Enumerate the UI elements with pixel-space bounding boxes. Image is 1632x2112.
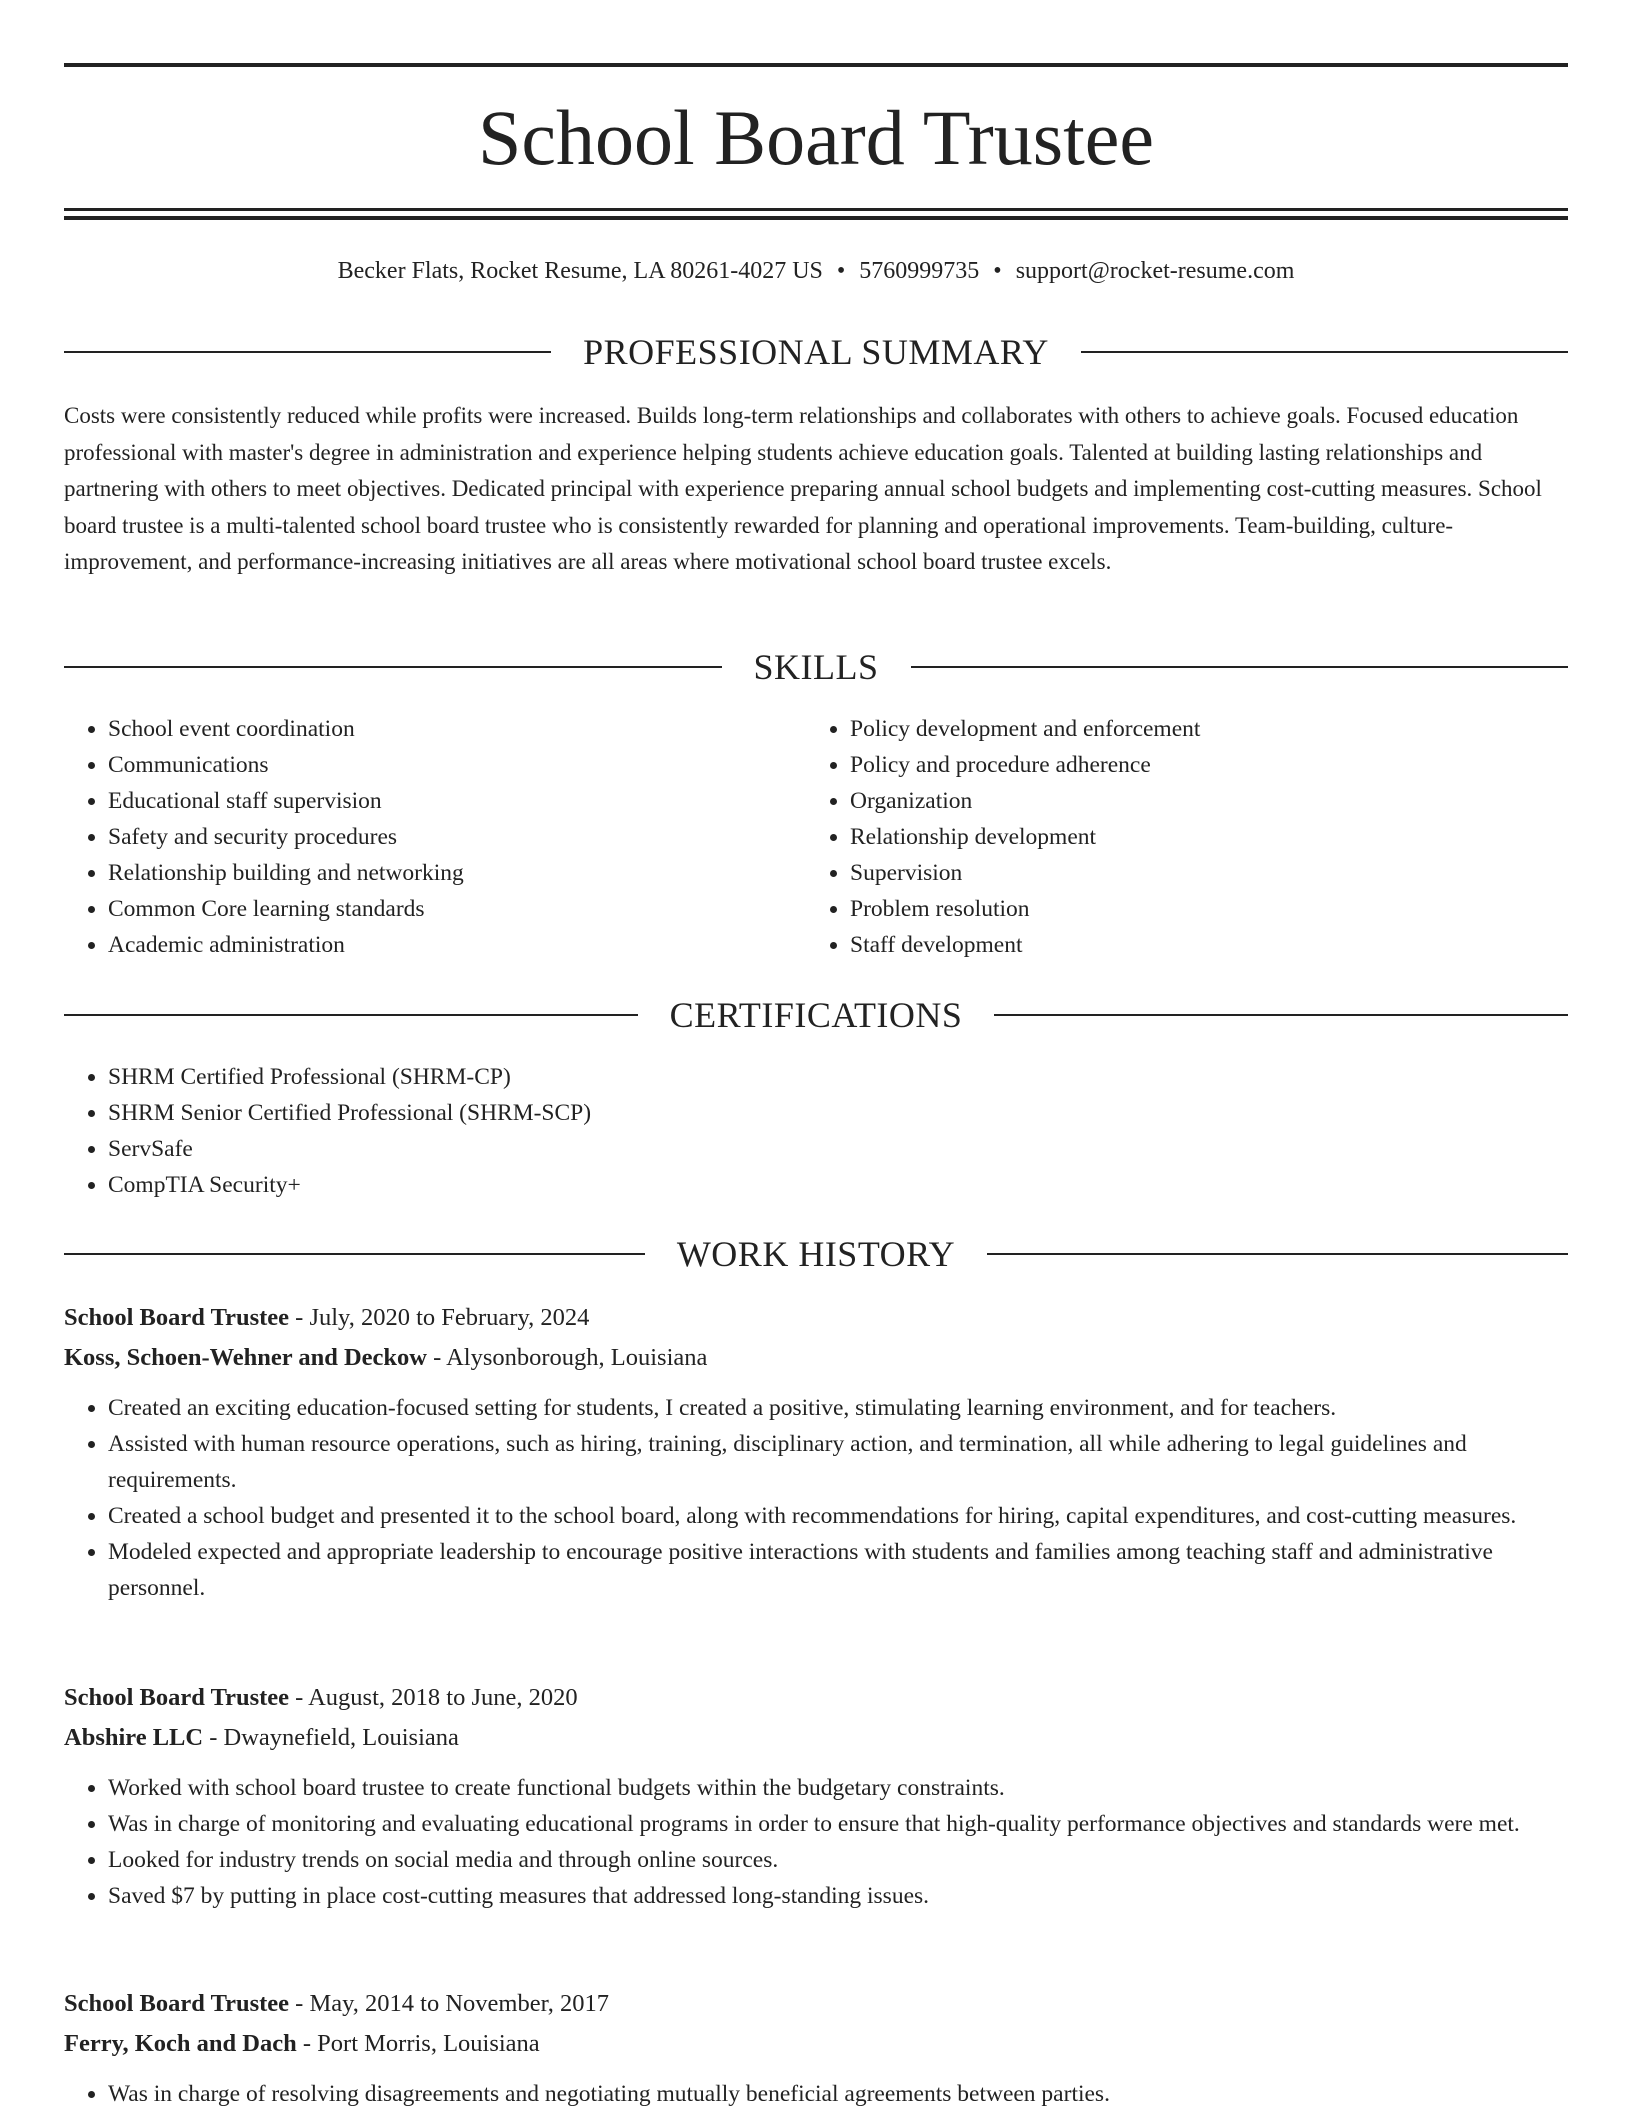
work-history-heading [64, 1232, 1568, 1276]
skills-column-left [64, 711, 784, 963]
contact-separator: • [993, 258, 1002, 284]
skills-column-right [806, 711, 1566, 963]
contact-address: Becker Flats, Rocket Resume, LA 80261-4027 US [337, 258, 823, 284]
certification-item: • SHRM Senior Certified Professional (SHRM-SCP) [108, 1095, 1568, 1131]
skill-item: • Safety and security procedures [108, 819, 784, 855]
skill-item: • Policy development and enforcement [850, 711, 1566, 747]
header-rule-upper [64, 208, 1568, 211]
skill-item: • Relationship building and networking [108, 855, 784, 891]
certification-item: • ServSafe [108, 1131, 1568, 1167]
heading-rule-left [64, 1014, 638, 1016]
job-company: Abshire LLC [64, 1724, 204, 1751]
job-bullet: • Saved $7 by putting in place cost-cutting measures that addressed long-standing issues. [108, 1878, 1568, 1914]
heading-rule-right [1081, 351, 1568, 353]
skills-heading [64, 645, 1568, 689]
skill-item: • Policy and procedure adherence [850, 747, 1566, 783]
skill-item: • Staff development [850, 927, 1566, 963]
contact-line [64, 254, 1568, 288]
contact-email: support@rocket-resume.com [1015, 258, 1295, 284]
skill-item: • Common Core learning standards [108, 891, 784, 927]
job-bullet: • Assisted with human resource operations, such as hiring, training, disciplinary action, and termination, all while adhering to legal guidelines and requirements. [108, 1426, 1568, 1498]
job-dates: - August, 2018 to June, 2020 [289, 1684, 578, 1711]
job-entry [64, 1298, 1568, 1606]
job-title-line [64, 1678, 1568, 1718]
job-bullet: • Created an exciting education-focused setting for students, I created a positive, stimulating learning environment, and for teachers. [108, 1390, 1568, 1426]
summary-text: Costs were consistently reduced while profits were increased. Builds long-term relationships and collaborates with others to achieve goals. Focused education professional with master's degree in administration and experience helping students achieve education goals. Talented at building lasting relationships and partnering with others to meet objectives. Dedicated principal with experience preparing annual school budgets and implementing cost-cutting measures. School board trustee is a multi-talented school board trustee who is consistently rewarded for planning and operational improvements. Team-building, culture-improvement, and performance-increasing initiatives are all areas where motivational school board trustee excels. [64, 403, 1542, 574]
skill-item: • Problem resolution [850, 891, 1566, 927]
header-rule-lower [64, 216, 1568, 220]
job-bullet: • Was in charge of monitoring and evaluating educational programs in order to ensure that high-quality performance objectives and standards were met. [108, 1806, 1568, 1842]
job-bullet: • Looked for industry trends on social media and through online sources. [108, 1842, 1568, 1878]
job-location: - Dwaynefield, Louisiana [203, 1724, 459, 1751]
job-company-line [64, 1718, 1568, 1758]
job-location: - Port Morris, Louisiana [296, 2030, 540, 2057]
skill-item: • School event coordination [108, 711, 784, 747]
summary-title: PROFESSIONAL SUMMARY [583, 332, 1049, 372]
summary-heading [64, 330, 1568, 374]
top-rule [64, 63, 1568, 67]
job-title-line [64, 1298, 1568, 1338]
job-bullet: • Modeled expected and appropriate leadership to encourage positive interactions with students and families among teaching staff and administrative personnel. [108, 1534, 1568, 1606]
job-title-line [64, 1984, 1568, 2024]
work-history-title: WORK HISTORY [676, 1234, 956, 1274]
job-entry [64, 1984, 1568, 2112]
job-bullet: • Created a school budget and presented it to the school board, along with recommendations for hiring, capital expenditures, and cost-cutting measures. [108, 1498, 1568, 1534]
skill-item: • Organization [850, 783, 1566, 819]
skill-item: • Educational staff supervision [108, 783, 784, 819]
heading-rule-left [64, 351, 551, 353]
job-location: - Alysonborough, Louisiana [427, 1344, 708, 1371]
certifications-list [64, 1059, 1568, 1203]
skill-item: • Communications [108, 747, 784, 783]
job-company: Ferry, Koch and Dach [64, 2030, 297, 2057]
contact-separator: • [836, 258, 846, 284]
certifications-heading [64, 993, 1568, 1037]
job-company: Koss, Schoen-Wehner and Deckow [64, 1344, 428, 1371]
job-role: School Board Trustee [64, 1990, 290, 2017]
heading-rule-right [987, 1253, 1568, 1255]
certification-item: • CompTIA Security+ [108, 1167, 1568, 1203]
heading-rule-right [911, 666, 1569, 668]
job-role: School Board Trustee [64, 1304, 290, 1331]
skill-item: • Academic administration [108, 927, 784, 963]
heading-rule-left [64, 666, 722, 668]
certification-item: • SHRM Certified Professional (SHRM-CP) [108, 1059, 1568, 1095]
skills-title: SKILLS [753, 647, 879, 687]
certifications-title: CERTIFICATIONS [669, 995, 963, 1035]
job-company-line [64, 1338, 1568, 1378]
skill-item: • Supervision [850, 855, 1566, 891]
job-role: School Board Trustee [64, 1684, 290, 1711]
heading-rule-left [64, 1253, 645, 1255]
job-bullet: • Was in charge of resolving disagreements and negotiating mutually beneficial agreements between parties. [108, 2076, 1568, 2112]
job-company-line [64, 2024, 1568, 2064]
job-dates: - May, 2014 to November, 2017 [289, 1990, 610, 2017]
job-dates: - July, 2020 to February, 2024 [289, 1304, 590, 1331]
resume-name: School Board Trustee [477, 94, 1155, 181]
heading-rule-right [994, 1014, 1568, 1016]
job-entry [64, 1678, 1568, 1914]
skill-item: • Relationship development [850, 819, 1566, 855]
job-bullet: • Worked with school board trustee to create functional budgets within the budgetary constraints. [108, 1770, 1568, 1806]
contact-phone: 5760999735 [859, 258, 980, 284]
